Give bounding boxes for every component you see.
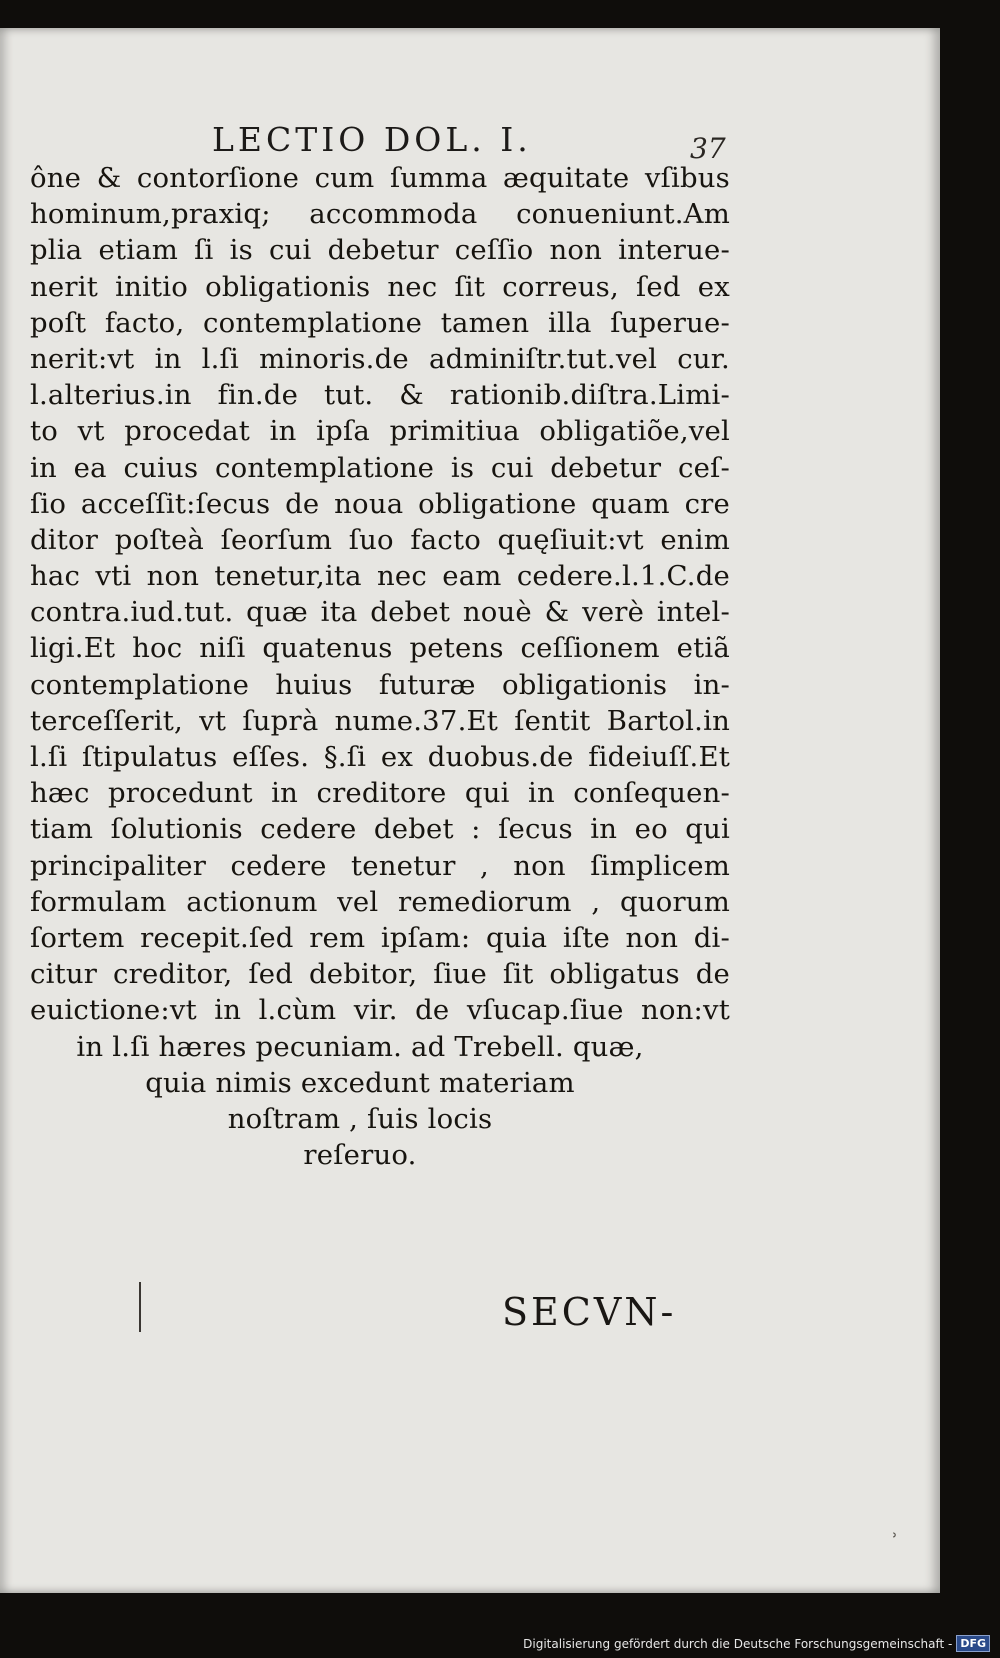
closing-text-line: reſeruo.	[303, 1139, 417, 1172]
text-line: ſio acceſſit:ſecus de noua obligatione quam cre	[30, 487, 730, 520]
running-header: LECTIO DOL. I.	[212, 120, 532, 159]
catchword: SECVN-	[502, 1290, 677, 1334]
main-text-block	[30, 160, 730, 1029]
text-line: l.ſi ſtipulatus eſſes. §.ſi ex duobus.de fideiuſſ.Et	[30, 741, 730, 773]
footer-credit: Digitalisierung gefördert durch die Deutsche Forschungsgemeinschaft -	[523, 1636, 953, 1651]
text-line: nerit initio obligationis nec ſit correus, ſed ex	[30, 270, 730, 303]
text-line: ſortem recepit.ſed rem ipſam: quia iſte non di-	[30, 921, 730, 954]
text-line: ône & contorſione cum ſumma æquitate vſibus	[30, 162, 730, 194]
text-line: hominum,praxiq; accommoda conueniunt.Am	[30, 198, 730, 231]
text-line: nerit:vt in l.ſi minoris.de adminiſtr.tut.vel cur.	[30, 342, 730, 375]
text-line: contemplatione huius futuræ obligationis in-	[30, 668, 730, 701]
closing-text-line: noſtram , ſuis locis	[227, 1103, 493, 1136]
text-line: ditor poſteà ſeorſum ſuo facto quęſiuit:vt enim	[30, 523, 730, 556]
closing-text-line: in l.ſi hæres pecuniam. ad Trebell. quæ,	[76, 1030, 644, 1063]
digitization-footer	[523, 1635, 990, 1652]
text-line: citur creditor, ſed debitor, ſiue ſit obligatus de	[30, 958, 730, 991]
closing-text-block	[20, 1029, 700, 1174]
text-line: plia etiam ſi is cui debetur ceſſio non interue-	[30, 234, 730, 267]
text-line: ligi.Et hoc niſi quatenus petens ceſſionem etiã	[30, 632, 730, 665]
text-line: to vt procedat in ipſa primitiua obligatiõe,vel	[30, 415, 730, 448]
margin-mark	[139, 1282, 141, 1332]
page-number: 37	[690, 132, 726, 165]
text-line: hac vti non tenetur,ita nec eam cedere.l.1.C.de	[30, 560, 730, 593]
text-line: euictione:vt in l.cùm vir. de vſucap.ſiue non:vt	[30, 994, 730, 1027]
text-line: principaliter cedere tenetur , non ſimplicem	[30, 849, 730, 882]
text-line: contra.iud.tut. quæ ita debet nouè & verè intel-	[30, 596, 730, 629]
text-line: l.alterius.in fin.de tut. & rationib.diſtra.Limi-	[30, 379, 730, 412]
text-line: tiam ſolutionis cedere debet : ſecus in eo qui	[30, 813, 730, 846]
text-line: formulam actionum vel remediorum , quorum	[30, 885, 730, 918]
text-line: terceſſerit, vt ſuprà nume.37.Et ſentit Bartol.in	[30, 704, 730, 737]
text-line: hæc procedunt in creditore qui in conſequen-	[30, 777, 730, 810]
closing-text-line: quia nimis excedunt materiam	[145, 1066, 575, 1099]
page-blemish: ʾ	[892, 1528, 899, 1552]
text-line: in ea cuius contemplatione is cui debetur ceſ-	[30, 451, 730, 484]
dfg-logo-icon: DFG	[956, 1635, 990, 1652]
text-line: poſt facto, contemplatione tamen illa ſuperue-	[30, 306, 730, 339]
